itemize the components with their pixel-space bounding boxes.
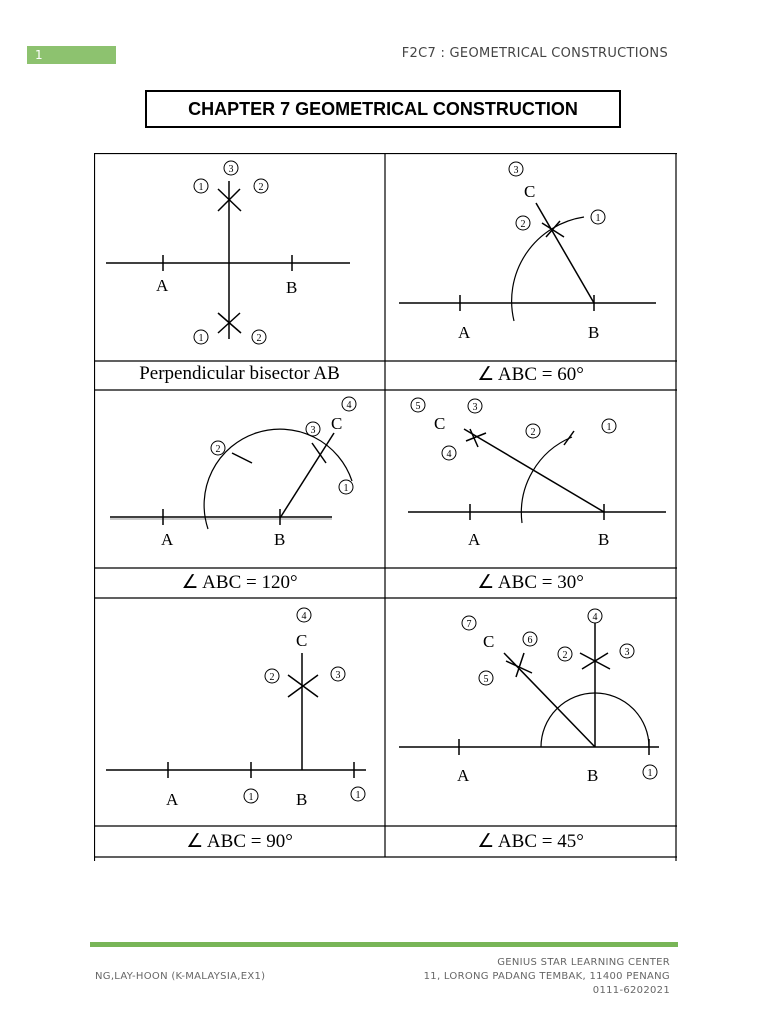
step-marker: 2 (256, 333, 262, 344)
panel-angle-60 (399, 162, 656, 342)
step-marker: 4 (346, 400, 352, 411)
chapter-title-text: CHAPTER 7 GEOMETRICAL CONSTRUCTION (188, 98, 578, 119)
header-title: F2C7 : GEOMETRICAL CONSTRUCTIONS (401, 46, 668, 61)
step-marker: 1 (647, 768, 653, 779)
step-marker: 5 (483, 674, 489, 685)
caption-angle-120: ∠ ABC = 120° (181, 572, 298, 593)
footer-author: NG,LAY-HOON (K-MALAYSIA,EX1) (95, 971, 266, 982)
table-grid (94, 153, 677, 861)
step-marker: 1 (198, 182, 204, 193)
panel-angle-45 (399, 609, 659, 785)
step-marker: 4 (301, 611, 307, 622)
point-c-label: C (524, 182, 536, 201)
step-marker: 2 (215, 444, 221, 455)
panel-angle-30 (408, 398, 666, 549)
point-a-label: A (166, 790, 179, 809)
step-marker: 2 (269, 672, 275, 683)
point-a-label: A (457, 766, 470, 785)
panel-angle-90 (106, 608, 366, 809)
footer-phone: 0111-6202021 (592, 985, 670, 996)
caption-perpendicular-bisector: Perpendicular bisector AB (139, 363, 340, 384)
step-marker: 2 (520, 219, 526, 230)
step-marker: 1 (248, 792, 254, 803)
step-marker: 3 (472, 402, 478, 413)
step-marker: 1 (343, 483, 349, 494)
step-marker: 3 (310, 425, 316, 436)
step-marker: 2 (562, 650, 568, 661)
step-marker: 2 (258, 182, 264, 193)
point-a-label: A (156, 276, 169, 295)
constructions-drawing (94, 153, 677, 861)
step-marker: 1 (595, 213, 601, 224)
caption-angle-60: ∠ ABC = 60° (477, 364, 584, 385)
point-c-label: C (331, 414, 343, 433)
step-marker: 4 (446, 449, 452, 460)
step-marker: 7 (466, 619, 472, 630)
point-c-label: C (434, 414, 446, 433)
step-marker: 3 (513, 165, 519, 176)
footer-contact (424, 956, 670, 998)
step-marker: 3 (624, 647, 630, 658)
panel-perpendicular-bisector (106, 161, 350, 344)
caption-angle-90: ∠ ABC = 90° (186, 831, 293, 852)
point-a-label: A (468, 530, 481, 549)
step-marker: 1 (198, 333, 204, 344)
point-b-label: B (296, 790, 308, 809)
point-a-label: A (458, 323, 471, 342)
page-number: 1 (27, 46, 116, 64)
step-marker: 1 (606, 422, 612, 433)
step-marker: 3 (228, 164, 234, 175)
caption-angle-45: ∠ ABC = 45° (477, 831, 584, 852)
step-marker: 1 (355, 790, 361, 801)
step-marker: 5 (415, 401, 421, 412)
point-b-label: B (598, 530, 610, 549)
point-c-label: C (483, 632, 495, 651)
caption-angle-30: ∠ ABC = 30° (477, 572, 584, 593)
constructions-table (94, 153, 677, 861)
step-marker: 4 (592, 612, 598, 623)
step-marker: 6 (527, 635, 533, 646)
step-marker: 2 (530, 427, 536, 438)
point-b-label: B (587, 766, 599, 785)
point-b-label: B (588, 323, 600, 342)
point-b-label: B (286, 278, 298, 297)
panel-angle-120 (110, 397, 356, 549)
footer-address: 11, LORONG PADANG TEMBAK, 11400 PENANG (423, 971, 670, 982)
point-c-label: C (296, 631, 308, 650)
chapter-title (145, 90, 621, 128)
footer-divider (90, 942, 678, 947)
step-marker: 3 (335, 670, 341, 681)
point-a-label: A (161, 530, 174, 549)
footer-center-name: GENIUS STAR LEARNING CENTER (497, 957, 670, 968)
point-b-label: B (274, 530, 286, 549)
